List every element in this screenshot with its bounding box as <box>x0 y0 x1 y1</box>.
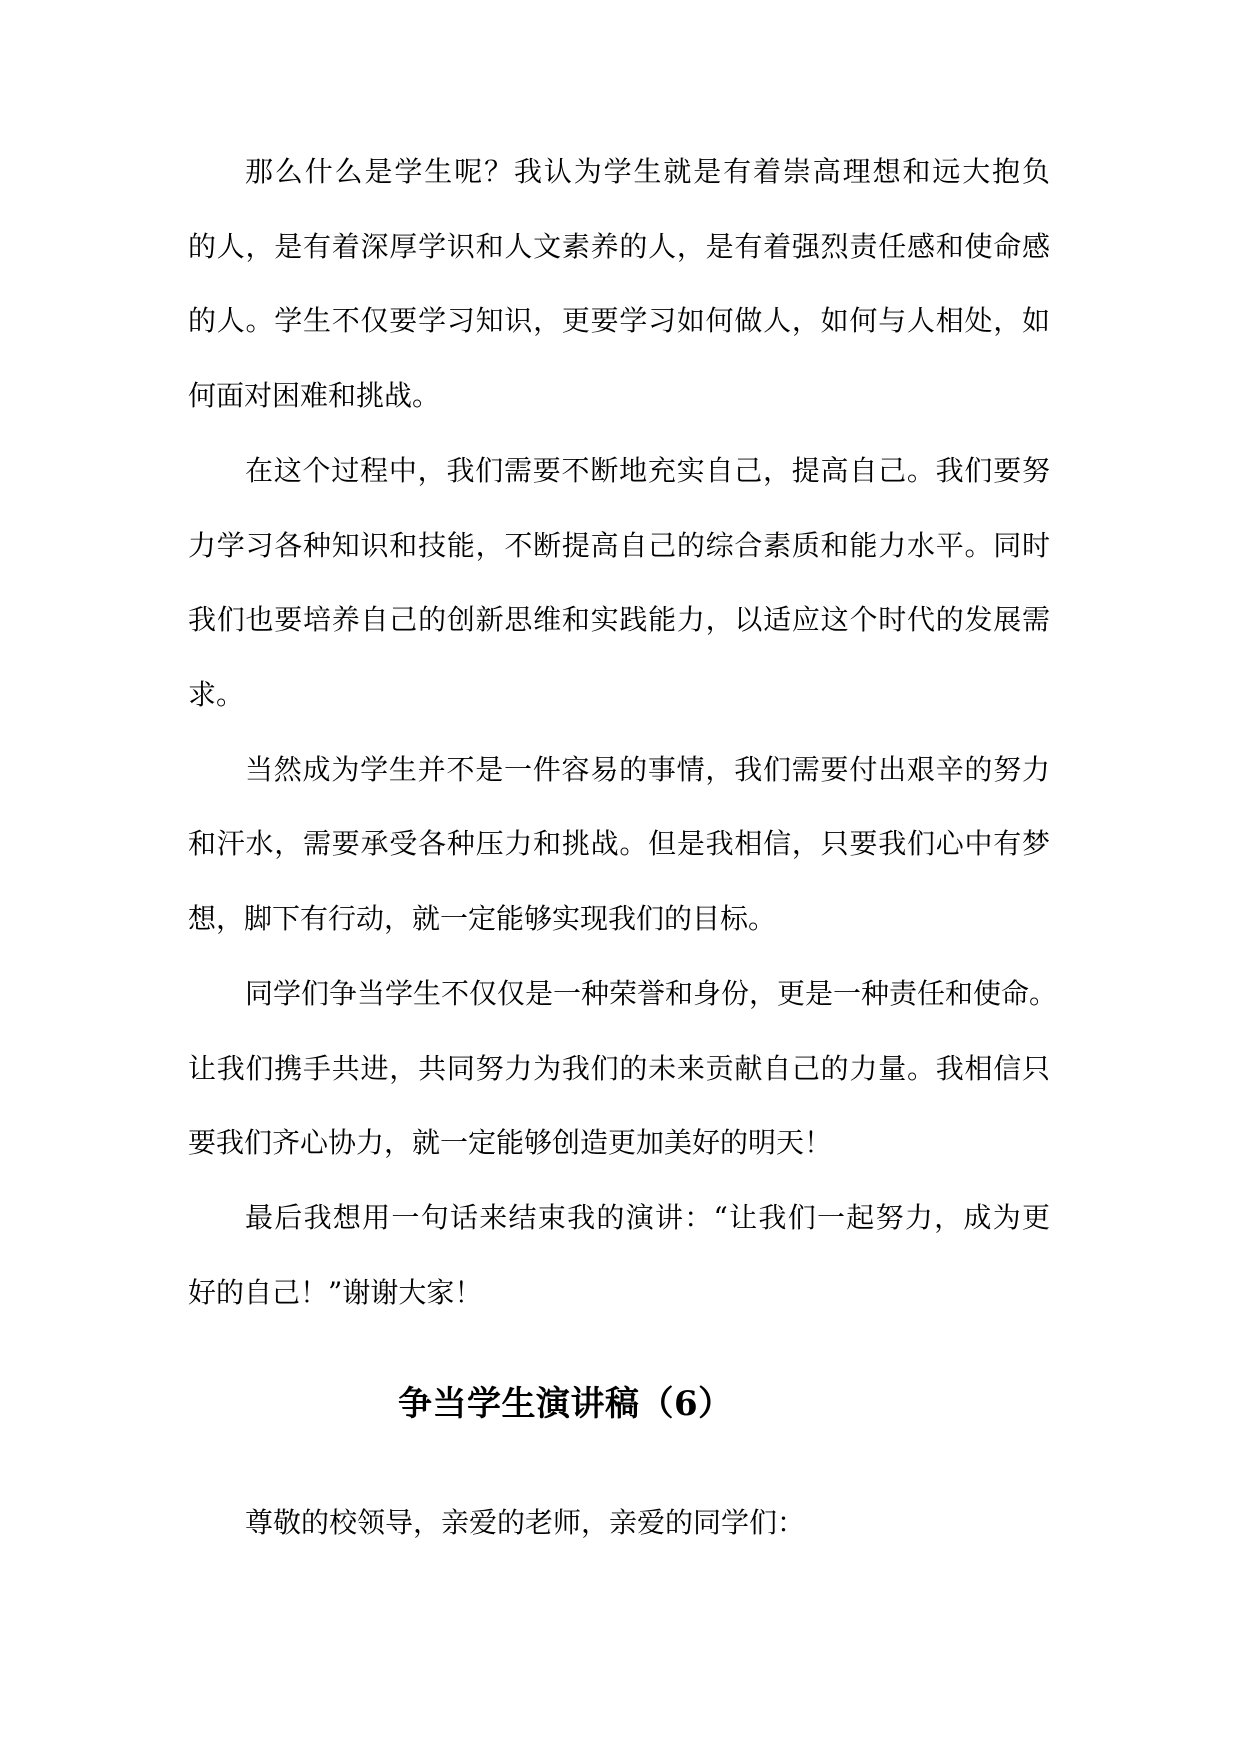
paragraph-line: 的人，是有着深厚学识和人文素养的人，是有着强烈责任感和使命感 <box>188 229 1050 263</box>
paragraph-line: 尊敬的校领导，亲爱的老师，亲爱的同学们： <box>245 1506 806 1540</box>
paragraph <box>188 135 1050 434</box>
document-body <box>188 135 1058 1561</box>
paragraph-line: 何面对困难和挑战。 <box>188 379 441 413</box>
paragraph-line: 的人。学生不仅要学习知识，更要学习如何做人，如何与人相处，如 <box>188 304 1050 338</box>
paragraph-line: 当然成为学生并不是一件容易的事情，我们需要付出艰辛的努力 <box>245 752 1050 786</box>
paragraph-line: 想，脚下有行动，就一定能够实现我们的目标。 <box>188 902 777 936</box>
paragraph-line: 和汗水，需要承受各种压力和挑战。但是我相信，只要我们心中有梦 <box>188 827 1050 861</box>
paragraph-line: 求。 <box>188 678 245 712</box>
paragraph <box>188 957 1058 1181</box>
paragraph-line: 要我们齐心协力，就一定能够创造更加美好的明天！ <box>188 1126 833 1160</box>
paragraph-line: 我们也要培养自己的创新思维和实践能力，以适应这个时代的发展需 <box>188 603 1050 637</box>
paragraph <box>188 434 1050 733</box>
paragraph-line: 好的自己！”谢谢大家！ <box>188 1275 483 1309</box>
paragraph-line: 让我们携手共进，共同努力为我们的未来贡献自己的力量。我相信只 <box>188 1051 1050 1085</box>
paragraph-line: 最后我想用一句话来结束我的演讲：“让我们一起努力，成为更 <box>245 1201 1050 1235</box>
paragraph-line: 那么什么是学生呢？我认为学生就是有着崇高理想和远大抱负 <box>245 155 1050 188</box>
paragraph-line: 在这个过程中，我们需要不断地充实自己，提高自己。我们要努 <box>245 453 1050 487</box>
speech-body-section <box>188 135 1058 1331</box>
speech-opening-section <box>188 1486 1050 1561</box>
paragraph-line: 力学习各种知识和技能，不断提高自己的综合素质和能力水平。同时 <box>188 528 1050 562</box>
paragraph <box>188 1486 1050 1561</box>
speech-title: 争当学生演讲稿（6） <box>398 1383 733 1424</box>
paragraph <box>188 733 1050 957</box>
paragraph <box>188 1181 1050 1330</box>
paragraph-line: 同学们争当学生不仅仅是一种荣誉和身份，更是一种责任和使命。 <box>245 976 1058 1010</box>
